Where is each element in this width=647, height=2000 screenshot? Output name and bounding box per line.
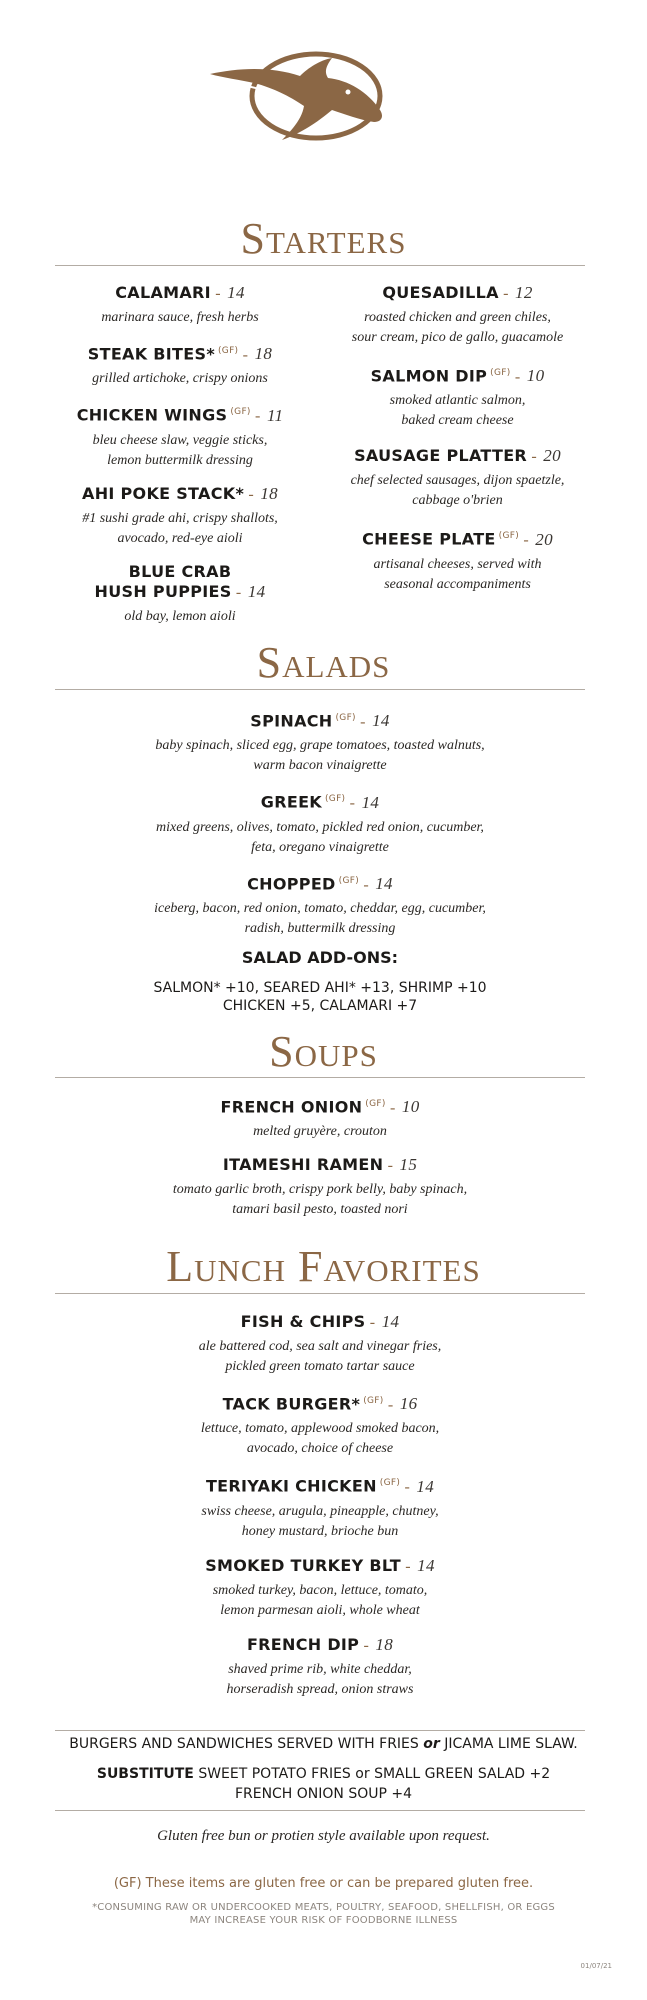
menu-item-description: cabbage o'brien	[412, 493, 503, 509]
menu-item-description: seasonal accompaniments	[384, 576, 531, 592]
gluten-free-badge: (GF)	[217, 346, 239, 356]
menu-item-price: 14	[416, 1476, 435, 1496]
menu-item-name: TACK BURGER*	[222, 1394, 361, 1414]
menu-item-description: #1 sushi grade ahi, crispy shallots,	[82, 510, 278, 526]
section-divider	[55, 1077, 585, 1078]
menu-item-description: smoked atlantic salmon,	[389, 393, 526, 409]
section-divider	[55, 265, 585, 266]
menu-item-name: FISH & CHIPS	[240, 1312, 366, 1331]
price-separator: -	[244, 485, 259, 503]
menu-item	[55, 1094, 585, 1142]
price-separator: -	[383, 1396, 398, 1414]
menu-item-title	[330, 363, 585, 387]
menu-item-name: SMOKED TURKEY BLT	[205, 1555, 401, 1575]
menu-item-title	[55, 789, 585, 813]
price-separator: -	[238, 346, 253, 364]
menu-item-title	[55, 1094, 585, 1118]
menu-item-title	[55, 1556, 585, 1577]
price-separator: -	[355, 713, 371, 731]
gluten-free-badge: (GF)	[490, 368, 511, 378]
menu-item-title	[330, 526, 585, 550]
menu-item	[330, 283, 585, 348]
or-text: or	[423, 1736, 440, 1752]
menu-item	[55, 789, 585, 857]
menu-item-price: 18	[375, 1634, 394, 1654]
or-text: or	[355, 1766, 370, 1782]
menu-item-description: tamari basil pesto, toasted nori	[232, 1202, 408, 1218]
gluten-free-badge: (GF)	[338, 875, 360, 886]
price-separator: -	[498, 285, 514, 302]
menu-item-description: chef selected sausages, dijon spaetzle,	[350, 473, 565, 489]
menu-item-name: HUSH PUPPIES	[94, 581, 232, 601]
section-title-lunch-favorites: Lunch Favorites	[166, 1242, 481, 1291]
menu-item-title	[55, 1312, 585, 1333]
menu-item-description: lemon buttermilk dressing	[107, 452, 253, 468]
starters-left-column	[55, 283, 305, 627]
menu-item	[55, 1556, 585, 1621]
menu-item-description: artisanal cheeses, served with	[373, 556, 542, 572]
menu-item	[55, 402, 305, 470]
menu-item-title	[55, 484, 305, 505]
menu-item-title	[55, 283, 305, 304]
menu-item-description: grilled artichoke, crispy onions	[92, 371, 268, 387]
menu-item-price: 18	[260, 483, 278, 503]
menu-item-description: avocado, choice of cheese	[246, 1441, 394, 1457]
menu-item-price: 12	[515, 283, 533, 302]
price-separator: -	[400, 1557, 416, 1575]
menu-item-description: baked cream cheese	[401, 413, 514, 429]
price-separator: -	[365, 1314, 380, 1331]
price-separator: -	[510, 368, 525, 386]
menu-item	[55, 1473, 585, 1541]
menu-item	[55, 1635, 585, 1700]
menu-item-description: shaved prime rib, white cheddar,	[228, 1661, 412, 1677]
price-separator: -	[250, 407, 265, 425]
menu-date: 01/07/21	[580, 1962, 612, 1970]
menu-item-description: ale battered cod, sea salt and vinegar fries,	[198, 1339, 442, 1354]
menu-item	[55, 562, 305, 627]
menu-item	[55, 484, 305, 549]
menu-item-name: GREEK	[260, 792, 322, 812]
soups-list	[55, 1094, 585, 1220]
menu-item	[55, 871, 585, 939]
menu-item-title	[55, 562, 305, 603]
served-with-note	[30, 1734, 617, 1754]
substitute-soup: FRENCH ONION SOUP +4	[234, 1786, 413, 1802]
served-text: JICAMA LIME SLAW.	[444, 1736, 578, 1752]
section-title-salads: Salads	[256, 638, 391, 687]
price-separator: -	[527, 448, 542, 466]
menu-item	[330, 526, 585, 594]
menu-item-name: QUESADILLA	[382, 283, 499, 302]
menu-item-description: warm bacon vinaigrette	[253, 758, 387, 774]
gluten-free-badge: (GF)	[363, 1396, 384, 1406]
menu-item	[330, 446, 585, 511]
menu-item-name: AHI POKE STACK*	[82, 483, 245, 503]
addons-line: SALMON* +10, SEARED AHI* +13, SHRIMP +10	[153, 980, 487, 996]
gluten-free-badge: (GF)	[325, 794, 346, 805]
menu-item-price: 14	[381, 1312, 400, 1331]
price-separator: -	[400, 1478, 415, 1496]
menu-item-description: sour cream, pico de gallo, guacamole	[351, 330, 564, 345]
menu-item-price: 10	[526, 366, 545, 386]
menu-item-name: CHICKEN WINGS	[76, 405, 228, 425]
menu-item-price: 10	[401, 1097, 420, 1117]
menu-item-title	[55, 1155, 585, 1176]
gluten-free-badge: (GF)	[335, 713, 356, 723]
menu-item-title	[55, 341, 305, 365]
substitute-label: SUBSTITUTE	[96, 1766, 194, 1782]
menu-item-name: BLUE CRAB	[128, 561, 232, 581]
starters-right-column	[330, 283, 585, 595]
menu-item-description: swiss cheese, arugula, pineapple, chutney,	[201, 1503, 439, 1519]
menu-item-name: SPINACH	[250, 711, 333, 731]
menu-item-price: 14	[417, 1555, 435, 1575]
menu-item	[330, 363, 585, 431]
menu-item-name: FRENCH DIP	[246, 1634, 360, 1654]
menu-item-description: marinara sauce, fresh herbs	[101, 310, 259, 325]
section-title-soups: Soups	[269, 1027, 378, 1076]
menu-item-description: horseradish spread, onion straws	[226, 1681, 414, 1697]
salad-addons	[55, 947, 585, 1015]
served-text: BURGERS AND SANDWICHES SERVED WITH FRIES	[69, 1736, 419, 1752]
menu-item-description: iceberg, bacon, red onion, tomato, cheddar, egg, cucumber,	[154, 900, 486, 916]
menu-item-title	[55, 1473, 585, 1497]
menu-item-description: lettuce, tomato, applewood smoked bacon,	[200, 1421, 440, 1437]
menu-item-price: 18	[254, 344, 273, 364]
consumption-warning: MAY INCREASE YOUR RISK OF FOODBORNE ILLNESS	[189, 1915, 458, 1926]
gluten-free-bun-note: Gluten free bun or protien style available upon request.	[157, 1828, 490, 1844]
menu-item-name: SALMON DIP	[370, 366, 488, 386]
menu-item	[55, 341, 305, 389]
menu-item-name: CHEESE PLATE	[362, 529, 496, 549]
menu-item-price: 15	[399, 1155, 418, 1175]
price-separator: -	[519, 531, 534, 549]
menu-item-name: ITAMESHI RAMEN	[222, 1155, 384, 1175]
menu-item-description: smoked turkey, bacon, lettuce, tomato,	[212, 1582, 428, 1598]
menu-item-title	[55, 402, 305, 426]
price-separator: -	[210, 285, 226, 302]
substitute-note	[30, 1764, 617, 1784]
price-separator: -	[231, 583, 246, 601]
menu-item-price: 20	[535, 529, 553, 549]
price-separator: -	[385, 1099, 400, 1117]
gluten-free-badge: (GF)	[365, 1099, 386, 1109]
price-separator: -	[359, 1636, 374, 1654]
menu-item-description: radish, buttermilk dressing	[244, 920, 396, 936]
section-title-starters: Starters	[240, 214, 407, 263]
menu-item-description: feta, oregano vinaigrette	[251, 839, 389, 855]
section-divider	[55, 689, 585, 690]
price-separator: -	[383, 1157, 398, 1175]
lunch-list	[55, 1312, 585, 1700]
menu-item	[55, 708, 585, 776]
menu-item-name: FRENCH ONION	[220, 1097, 363, 1117]
footer-divider	[55, 1810, 585, 1811]
menu-item-title	[330, 446, 585, 467]
addons-title: SALAD ADD-ONS:	[241, 948, 399, 967]
menu-item	[55, 283, 305, 328]
menu-item-price: 14	[247, 581, 266, 601]
menu-item-name: STEAK BITES*	[87, 344, 215, 364]
menu-item-title	[55, 1391, 585, 1415]
menu-item-price: 11	[266, 405, 284, 425]
gluten-free-badge: (GF)	[379, 1478, 401, 1489]
price-separator: -	[359, 875, 374, 893]
substitute-text: SMALL GREEN SALAD +2	[374, 1766, 551, 1782]
price-separator: -	[345, 794, 360, 812]
menu-item-title	[55, 708, 585, 732]
menu-item-description: mixed greens, olives, tomato, pickled red onion, cucumber,	[156, 819, 484, 835]
menu-item-name: CHOPPED	[247, 873, 336, 893]
menu-item-description: avocado, red-eye aioli	[117, 530, 243, 546]
menu-item-price: 16	[399, 1394, 418, 1414]
menu-item-description: roasted chicken and green chiles,	[364, 310, 551, 325]
menu-item-price: 14	[372, 711, 390, 731]
consumption-warning: *CONSUMING RAW OR UNDERCOOKED MEATS, POULTRY, SEAFOOD, SHELLFISH, OR EGGS	[92, 1902, 555, 1913]
salads-list	[55, 708, 585, 939]
menu-item-name: CALAMARI	[115, 283, 211, 302]
menu-item-description: bleu cheese slaw, veggie sticks,	[92, 432, 268, 448]
menu-item-description: lemon parmesan aioli, whole wheat	[220, 1602, 420, 1618]
menu-item-description: tomato garlic broth, crispy pork belly, baby spinach,	[172, 1182, 468, 1198]
menu-item	[55, 1391, 585, 1459]
substitute-text: SWEET POTATO FRIES	[198, 1766, 351, 1782]
menu-item-price: 14	[375, 873, 393, 893]
footer-divider	[55, 1730, 585, 1731]
menu-item	[55, 1155, 585, 1220]
menu-item-price: 14	[227, 283, 245, 302]
gluten-free-badge: (GF)	[498, 531, 520, 542]
menu-item-name: SAUSAGE PLATTER	[354, 446, 528, 466]
addons-line: CHICKEN +5, CALAMARI +7	[222, 998, 418, 1014]
menu-item-price: 14	[361, 792, 380, 812]
menu-item-title	[330, 283, 585, 304]
menu-item-description: honey mustard, brioche bun	[241, 1523, 399, 1539]
menu-item-price: 20	[543, 446, 561, 466]
section-divider	[55, 1293, 585, 1294]
menu-item-name: TERIYAKI CHICKEN	[205, 1476, 377, 1496]
menu-item-title	[55, 871, 585, 895]
menu-item-title	[55, 1635, 585, 1656]
gluten-free-badge: (GF)	[230, 407, 251, 418]
menu-item-description: baby spinach, sliced egg, grape tomatoes, toasted walnuts,	[155, 738, 485, 754]
menu-item-description: pickled green tomato tartar sauce	[225, 1359, 415, 1374]
menu-item-description: old bay, lemon aioli	[124, 608, 236, 624]
menu-item-description: melted gruyère, crouton	[253, 1124, 387, 1140]
gluten-free-legend: (GF) These items are gluten free or can be prepared gluten free.	[113, 1876, 534, 1891]
goat-head-logo-icon	[208, 40, 398, 150]
menu-item	[55, 1312, 585, 1377]
